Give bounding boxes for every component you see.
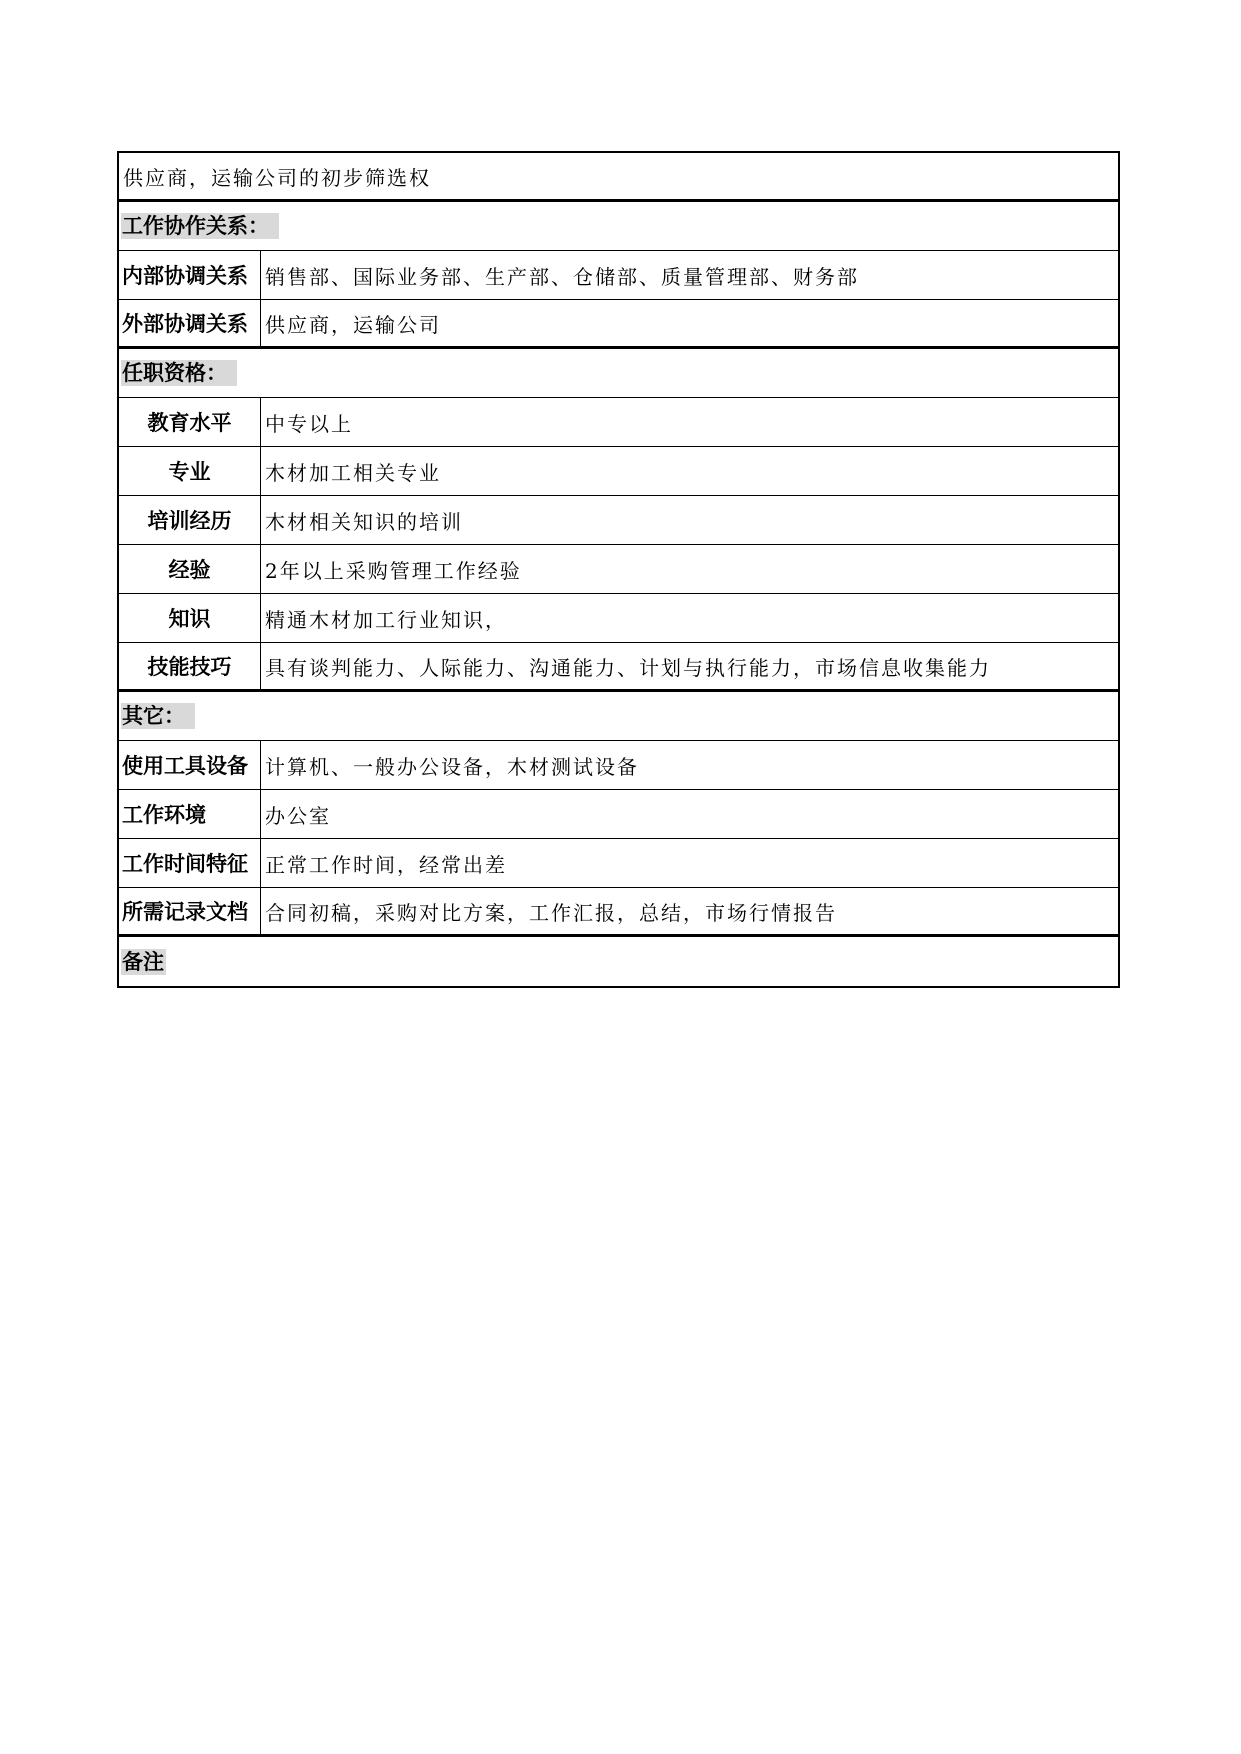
table-row [119, 545, 1118, 594]
table-row [119, 888, 1118, 937]
section-header-remarks [119, 937, 1118, 986]
field-value-skills: 具有谈判能力、人际能力、沟通能力、计划与执行能力，市场信息收集能力 [265, 655, 991, 680]
table-row [119, 594, 1118, 643]
section-header-qualifications [119, 349, 1118, 398]
field-value-knowledge: 精通木材加工行业知识， [265, 607, 507, 632]
field-label-skills: 技能技巧 [119, 643, 261, 689]
field-label-internal-coordination: 内部协调关系 [119, 251, 261, 299]
field-value-training: 木材相关知识的培训 [265, 509, 463, 534]
section-header-collaboration [119, 202, 1118, 251]
field-value-internal-coordination: 销售部、国际业务部、生产部、仓储部、质量管理部、财务部 [265, 264, 859, 289]
section-header-other [119, 692, 1118, 741]
table-row [119, 398, 1118, 447]
field-value-experience: 2年以上采购管理工作经验 [265, 558, 522, 583]
table-row [119, 300, 1118, 349]
section-title-other: 其它： [121, 703, 195, 729]
authority-row [119, 153, 1118, 202]
field-label-knowledge: 知识 [119, 594, 261, 642]
field-label-documents: 所需记录文档 [119, 888, 261, 934]
table-row [119, 447, 1118, 496]
field-value-documents: 合同初稿，采购对比方案，工作汇报，总结，市场行情报告 [265, 900, 837, 925]
section-title-collaboration: 工作协作关系： [121, 213, 279, 239]
authority-text: 供应商，运输公司的初步筛选权 [123, 165, 431, 190]
section-title-remarks: 备注 [122, 949, 164, 974]
field-value-education: 中专以上 [265, 411, 353, 436]
table-row [119, 251, 1118, 300]
field-value-environment: 办公室 [265, 803, 331, 828]
field-label-training: 培训经历 [119, 496, 261, 544]
field-label-work-hours: 工作时间特征 [119, 839, 261, 887]
table-row [119, 790, 1118, 839]
field-value-work-hours: 正常工作时间，经常出差 [265, 852, 507, 877]
field-value-major: 木材加工相关专业 [265, 460, 441, 485]
table-row [119, 741, 1118, 790]
field-label-environment: 工作环境 [119, 790, 261, 838]
field-label-major: 专业 [119, 447, 261, 495]
field-label-experience: 经验 [119, 545, 261, 593]
table-row [119, 496, 1118, 545]
field-label-tools: 使用工具设备 [119, 741, 261, 789]
field-value-external-coordination: 供应商，运输公司 [265, 312, 441, 337]
table-row [119, 839, 1118, 888]
field-value-tools: 计算机、一般办公设备，木材测试设备 [265, 754, 639, 779]
section-title-qualifications: 任职资格： [121, 360, 237, 386]
table-row [119, 643, 1118, 692]
job-description-table [117, 151, 1120, 988]
field-label-education: 教育水平 [119, 398, 261, 446]
field-label-external-coordination: 外部协调关系 [119, 300, 261, 346]
